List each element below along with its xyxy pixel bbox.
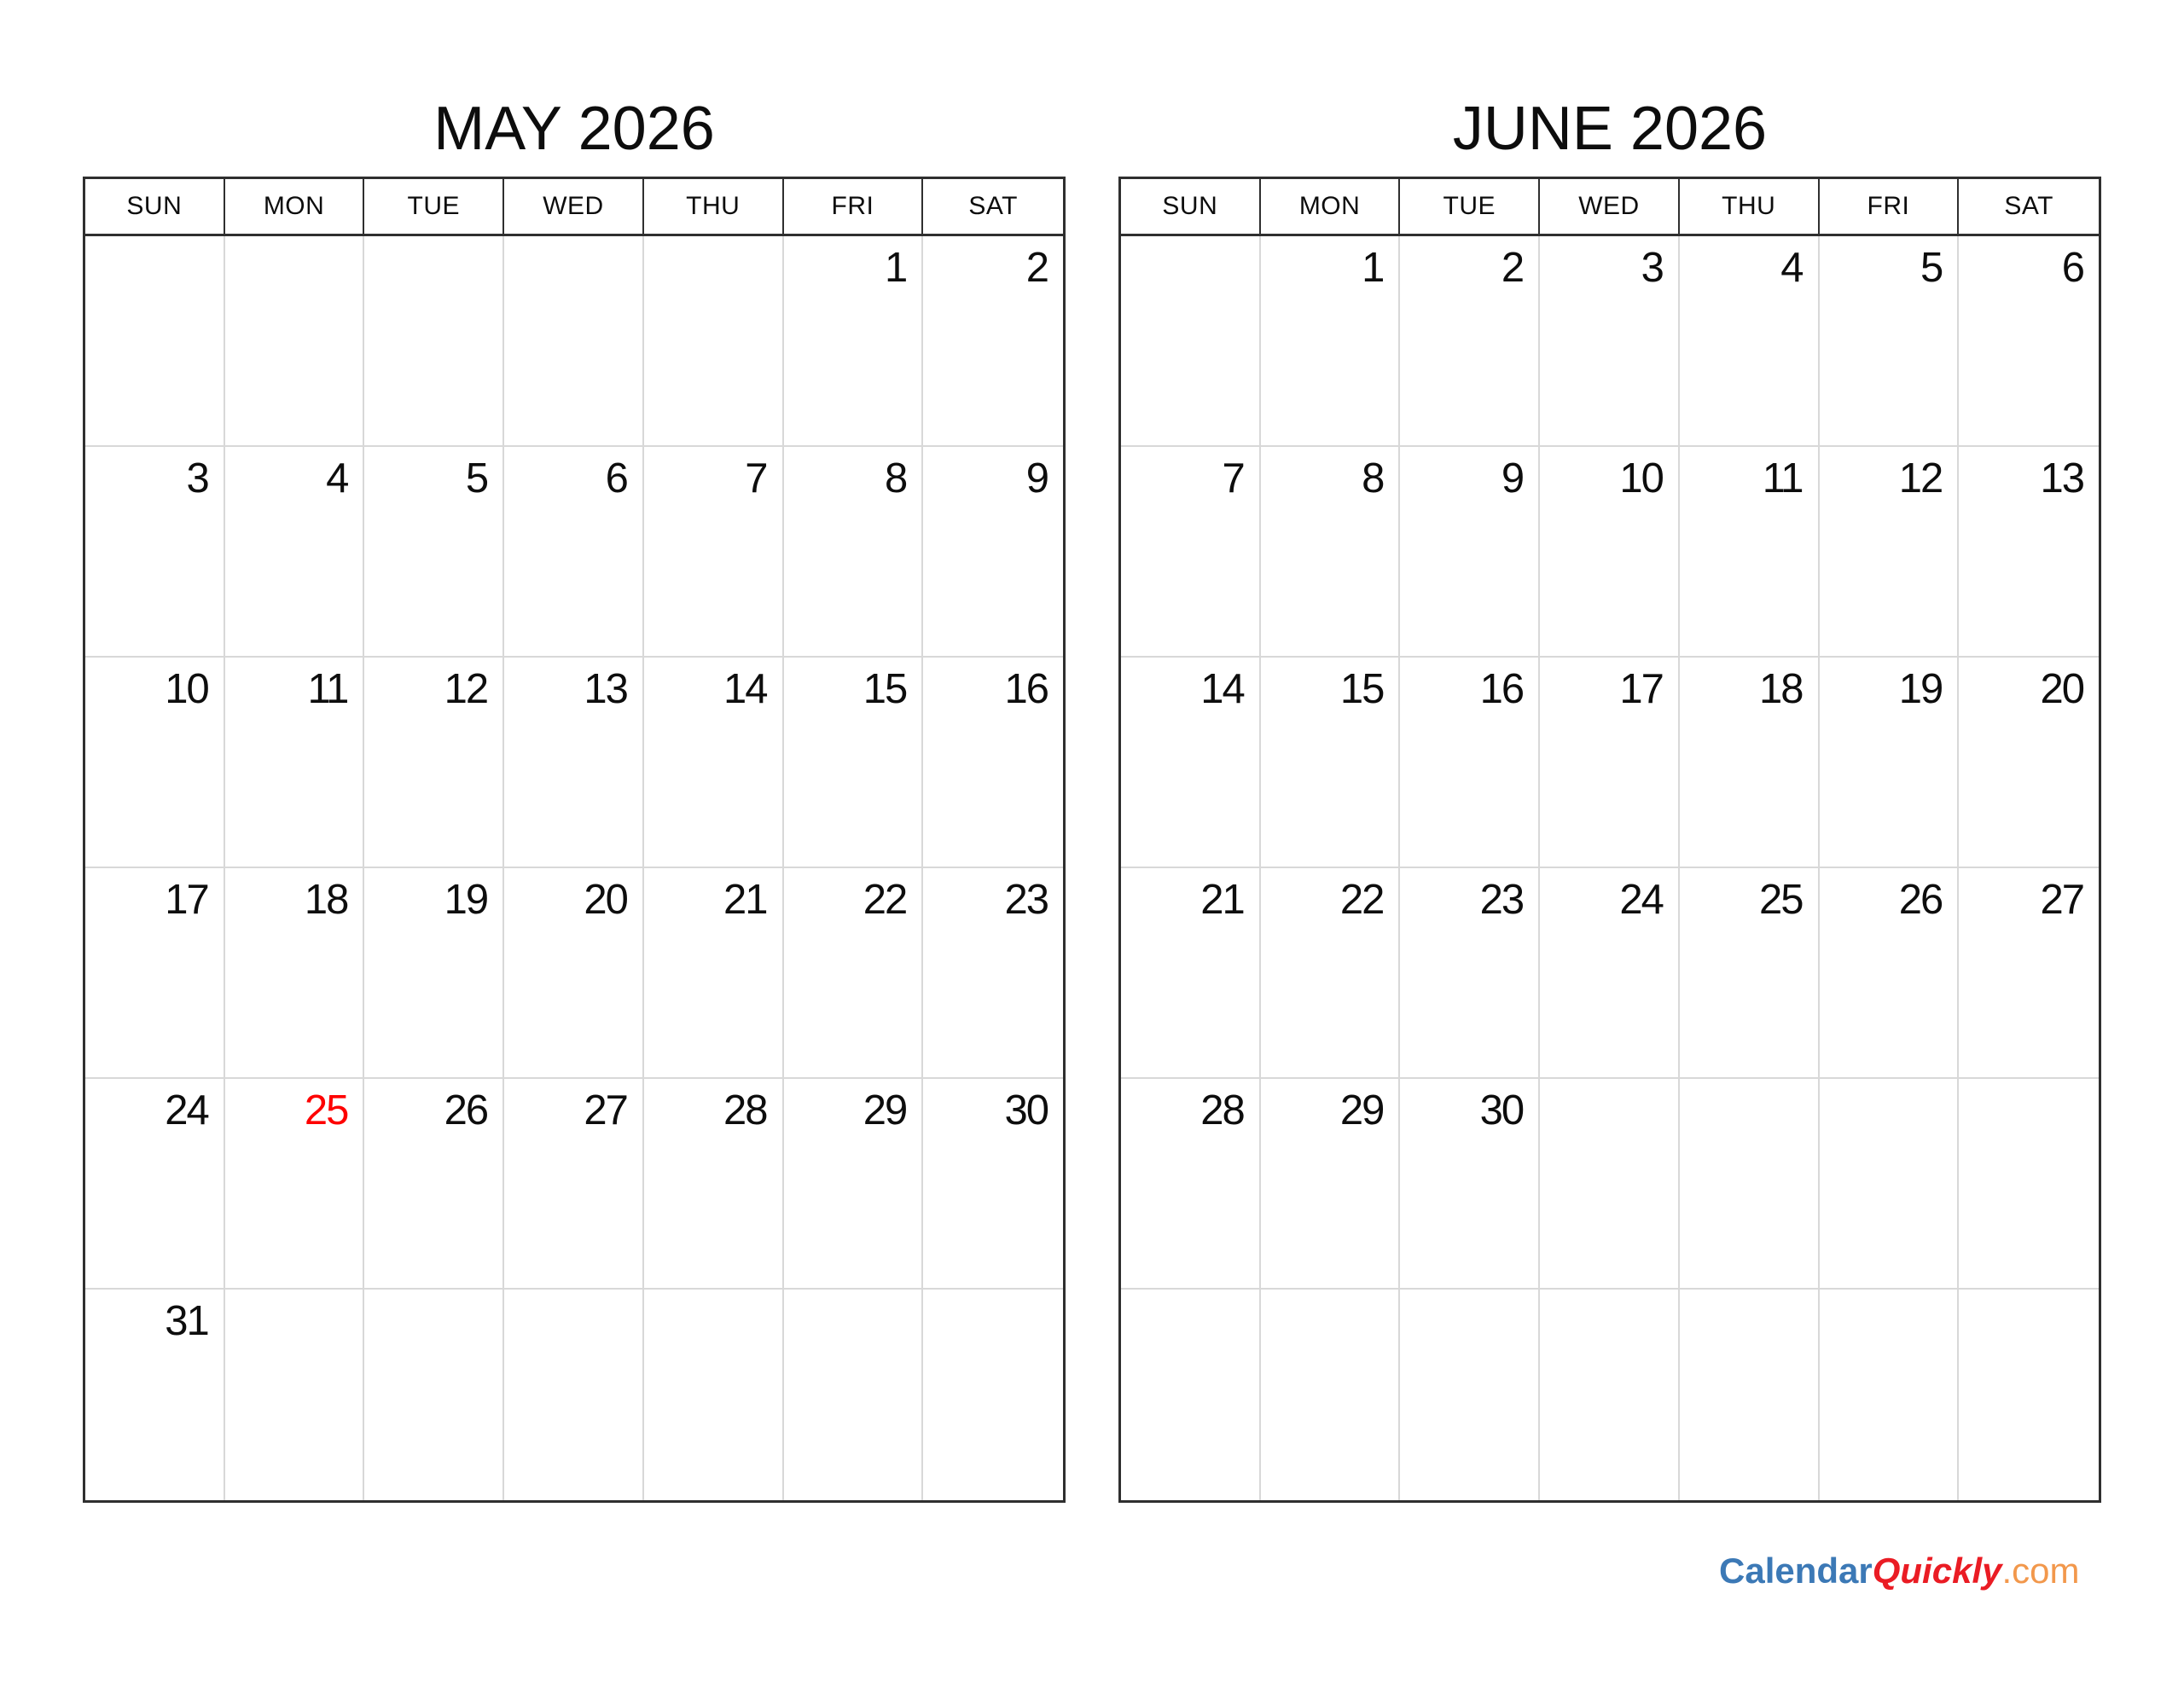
- day-cell: 24: [1540, 868, 1680, 1079]
- day-cell: 30: [1400, 1079, 1540, 1290]
- day-cell: 1: [784, 236, 924, 447]
- day-cell: 29: [1261, 1079, 1401, 1290]
- empty-day-cell: [1680, 1079, 1820, 1290]
- month-grid: [1118, 177, 2101, 1503]
- day-cell: 26: [1820, 868, 1960, 1079]
- day-cell: 15: [784, 658, 924, 868]
- weekday-label: TUE: [364, 179, 504, 236]
- brand-name-calendar: Calendar: [1719, 1551, 1873, 1591]
- empty-day-cell: [364, 1290, 504, 1500]
- empty-day-cell: [1820, 1079, 1960, 1290]
- day-cell: 23: [923, 868, 1063, 1079]
- empty-day-cell: [85, 236, 225, 447]
- day-cell: 30: [923, 1079, 1063, 1290]
- empty-day-cell: [364, 236, 504, 447]
- calendar-month-may: [83, 94, 1066, 1344]
- day-cell: 26: [364, 1079, 504, 1290]
- day-cell: 16: [1400, 658, 1540, 868]
- empty-day-cell: [1959, 1079, 2099, 1290]
- day-cell: 1: [1261, 236, 1401, 447]
- day-cell: 22: [1261, 868, 1401, 1079]
- empty-day-cell: [1959, 1290, 2099, 1500]
- day-cell: 7: [1121, 447, 1261, 658]
- day-cell: 29: [784, 1079, 924, 1290]
- day-cell: 2: [923, 236, 1063, 447]
- weekday-label: MON: [1261, 179, 1401, 236]
- day-cell: 20: [504, 868, 644, 1079]
- day-cell: 8: [784, 447, 924, 658]
- empty-day-cell: [784, 1290, 924, 1500]
- day-cell: 19: [364, 868, 504, 1079]
- brand-name-quickly: Quickly: [1872, 1551, 2002, 1591]
- empty-day-cell: [1820, 1290, 1960, 1500]
- day-cell: 2: [1400, 236, 1540, 447]
- day-cell: 13: [504, 658, 644, 868]
- empty-day-cell: [504, 236, 644, 447]
- day-cell: 13: [1959, 447, 2099, 658]
- day-cell: 19: [1820, 658, 1960, 868]
- empty-day-cell: [1540, 1290, 1680, 1500]
- day-cell: 12: [364, 658, 504, 868]
- day-cell: 8: [1261, 447, 1401, 658]
- empty-day-cell: [1400, 1290, 1540, 1500]
- weekday-label: MON: [225, 179, 365, 236]
- day-cell: 22: [784, 868, 924, 1079]
- day-cell: 28: [644, 1079, 784, 1290]
- empty-day-cell: [923, 1290, 1063, 1500]
- day-cell: 18: [225, 868, 365, 1079]
- day-cell: 17: [1540, 658, 1680, 868]
- day-cell: 27: [504, 1079, 644, 1290]
- day-cell: 11: [1680, 447, 1820, 658]
- day-cell: 16: [923, 658, 1063, 868]
- empty-day-cell: [644, 1290, 784, 1500]
- day-cell: 28: [1121, 1079, 1261, 1290]
- day-cell: 10: [1540, 447, 1680, 658]
- day-cell: 4: [225, 447, 365, 658]
- weekday-label: SAT: [1959, 179, 2099, 236]
- day-cell: 20: [1959, 658, 2099, 868]
- day-cell: 31: [85, 1290, 225, 1500]
- weekday-label: TUE: [1400, 179, 1540, 236]
- day-cell: 7: [644, 447, 784, 658]
- day-cell: 6: [1959, 236, 2099, 447]
- day-cell: 27: [1959, 868, 2099, 1079]
- empty-day-cell: [1680, 1290, 1820, 1500]
- calendar-month-june: [1118, 94, 2101, 1133]
- day-cell: 5: [1820, 236, 1960, 447]
- day-cell: 18: [1680, 658, 1820, 868]
- day-cell: 4: [1680, 236, 1820, 447]
- day-cell: 11: [225, 658, 365, 868]
- empty-day-cell: [504, 1290, 644, 1500]
- weekday-label: SAT: [923, 179, 1063, 236]
- month-title: JUNE 2026: [1452, 95, 1768, 163]
- weekday-label: THU: [1680, 179, 1820, 236]
- weekday-label: FRI: [1820, 179, 1960, 236]
- weekday-label: SUN: [1121, 179, 1261, 236]
- day-cell: 21: [644, 868, 784, 1079]
- weekday-label: SUN: [85, 179, 225, 236]
- brand-domain-com: .com: [2001, 1551, 2080, 1591]
- day-cell: 3: [1540, 236, 1680, 447]
- weekday-label: WED: [1540, 179, 1680, 236]
- day-cell: 21: [1121, 868, 1261, 1079]
- empty-day-cell: [1121, 236, 1261, 447]
- day-cell: 15: [1261, 658, 1401, 868]
- day-cell: 24: [85, 1079, 225, 1290]
- day-cell: 6: [504, 447, 644, 658]
- empty-day-cell: [1121, 1290, 1261, 1500]
- empty-day-cell: [644, 236, 784, 447]
- month-title: MAY 2026: [433, 95, 715, 163]
- month-grid: [83, 177, 1066, 1503]
- empty-day-cell: [225, 236, 365, 447]
- weekday-label: THU: [644, 179, 784, 236]
- day-cell: 5: [364, 447, 504, 658]
- weekday-label: WED: [504, 179, 644, 236]
- day-cell: 14: [644, 658, 784, 868]
- empty-day-cell: [1261, 1290, 1401, 1500]
- weekday-label: FRI: [784, 179, 924, 236]
- day-cell: 3: [85, 447, 225, 658]
- day-cell: 9: [1400, 447, 1540, 658]
- empty-day-cell: [225, 1290, 365, 1500]
- day-cell: 12: [1820, 447, 1960, 658]
- day-cell: 9: [923, 447, 1063, 658]
- day-cell: 25: [225, 1079, 365, 1290]
- empty-day-cell: [1540, 1079, 1680, 1290]
- day-cell: 25: [1680, 868, 1820, 1079]
- day-cell: 14: [1121, 658, 1261, 868]
- brand-logo-link[interactable]: [1719, 1552, 2080, 1590]
- day-cell: 17: [85, 868, 225, 1079]
- day-cell: 23: [1400, 868, 1540, 1079]
- day-cell: 10: [85, 658, 225, 868]
